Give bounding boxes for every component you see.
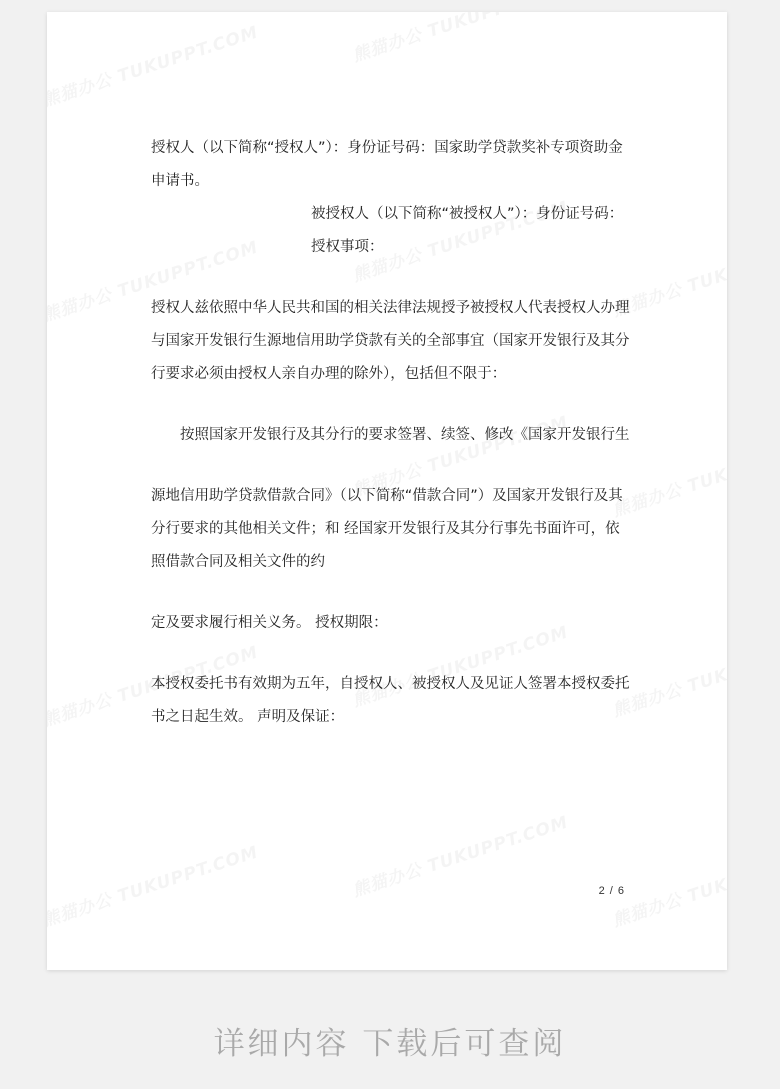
paragraph-contract-signing: 按照国家开发银行及其分行的要求签署、续签、修改《国家开发银行生	[180, 427, 630, 443]
watermark	[349, 12, 571, 66]
document-page	[47, 12, 727, 970]
paragraph-authorizer: 授权人（以下简称“授权人”）：身份证号码：国家助学贷款奖补专项资助金申请书。	[151, 140, 623, 189]
footer-banner: 详细内容 下载后可查阅	[213, 1026, 567, 1062]
watermark	[47, 838, 261, 931]
watermark	[47, 18, 261, 111]
paragraph-contract-continued: 源地信用助学贷款借款合同》（以下简称“借款合同”）及国家开发银行及其分行要求的其他相关文件；和 经国家开发银行及其分行事先书面许可，依照借款合同及相关文件的约	[151, 488, 623, 570]
document-body	[151, 132, 631, 734]
paragraph-obligations: 定及要求履行相关义务。 授权期限：	[151, 615, 388, 631]
paragraph-authorized-party: 被授权人（以下简称“被授权人”）：身份证号码： 授权事项：	[311, 206, 624, 255]
watermark	[609, 838, 727, 931]
paragraph-validity: 本授权委托书有效期为五年，自授权人、被授权人及见证人签署本授权委托书之日起生效。 声明及保证：	[151, 676, 630, 725]
page-number: 2 / 6	[598, 885, 625, 897]
paragraph-authorization-scope: 授权人兹依照中华人民共和国的相关法律法规授予被授权人代表授权人办理与国家开发银行生源地信用助学贷款有关的全部事宜（国家开发银行及其分行要求必须由授权人亲自办理的除外），包括但不限于：	[151, 300, 630, 382]
watermark	[349, 808, 571, 901]
